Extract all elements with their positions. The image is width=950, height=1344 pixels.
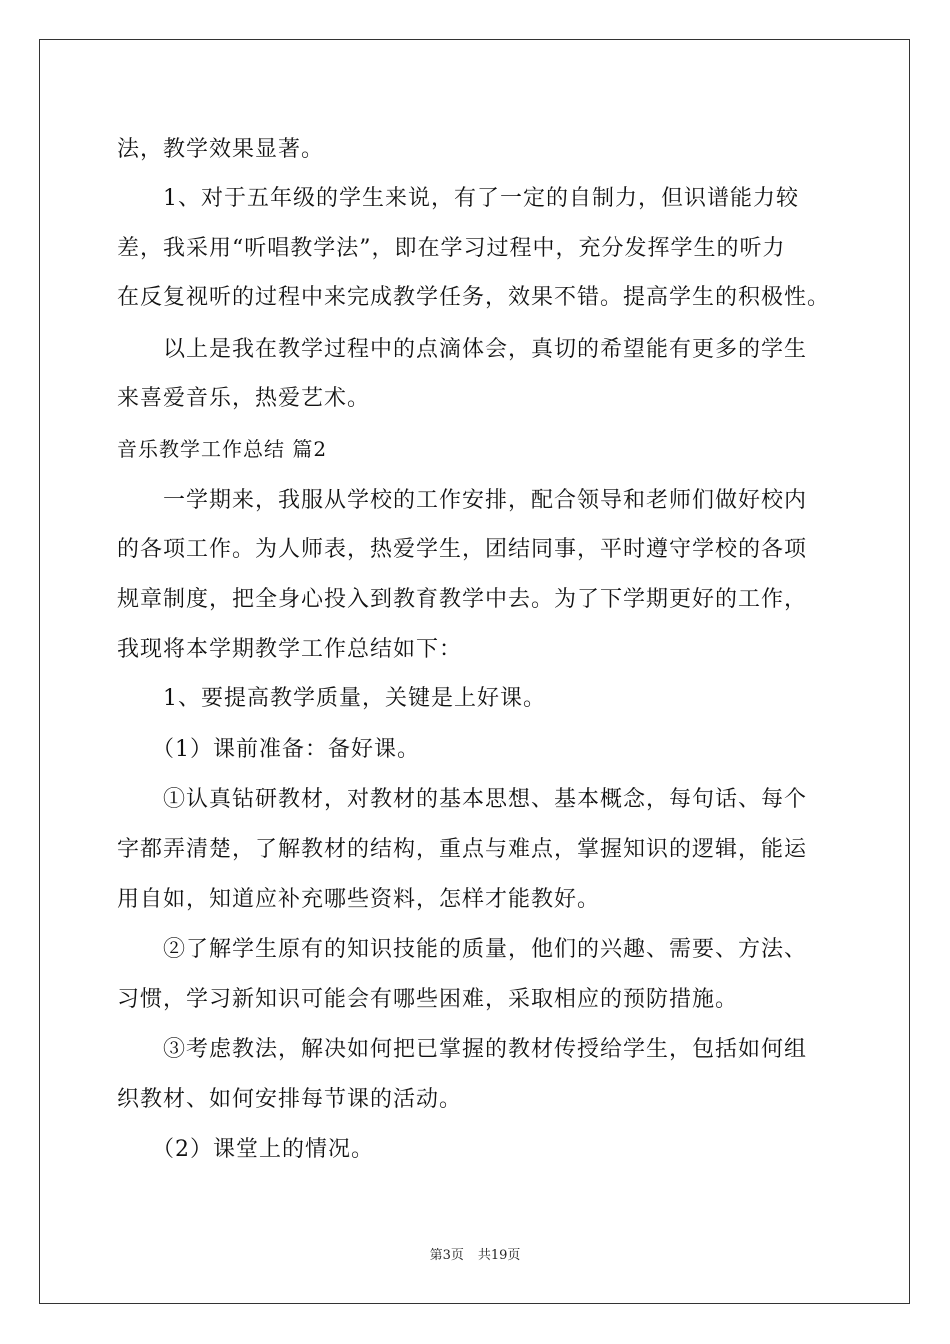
text-line: 字都弄清楚，了解教材的结构，重点与难点，掌握知识的逻辑，能运 [117,837,808,862]
text-line: 织教材、如何安排每节课的活动。 [117,1087,463,1112]
text-line: ①认真钻研教材，对教材的基本思想、基本概念，每句话、每个 [117,787,808,812]
text-line: （2）课堂上的情况。 [117,1137,374,1162]
text-line: 1、对于五年级的学生来说，有了一定的自制力，但识谱能力较 [117,186,799,211]
text-line: 习惯，学习新知识可能会有哪些困难，采取相应的预防措施。 [117,987,739,1012]
text-line: 在反复视听的过程中来完成教学任务，效果不错。提高学生的积极性。 [117,285,831,310]
text-line: ②了解学生原有的知识技能的质量，他们的兴趣、需要、方法、 [117,937,808,962]
text-line: 法，教学效果显著。 [117,137,325,162]
text-line: 以上是我在教学过程中的点滴体会，真切的希望能有更多的学生 [117,337,808,362]
text-line: 的各项工作。为人师表，热爱学生，团结同事，平时遵守学校的各项 [117,537,808,562]
text-line: 来喜爱音乐，热爱艺术。 [117,386,371,411]
page-footer [0,1248,950,1264]
text-line: 差，我采用“听唱教学法”，即在学习过程中，充分发挥学生的听力 [117,236,786,261]
page-border [39,39,910,1304]
page-number: 第3页 [429,1248,464,1263]
text-line: （1）课前准备：备好课。 [117,737,420,762]
page-total: 共19页 [477,1248,521,1263]
text-line: 一学期来，我服从学校的工作安排，配合领导和老师们做好校内 [117,488,808,513]
text-line: 1、要提高教学质量，关键是上好课。 [117,686,546,711]
text-line: 规章制度，把全身心投入到教育教学中去。为了下学期更好的工作， [117,587,808,612]
section-heading: 音乐教学工作总结 篇2 [117,437,328,461]
text-line: ③考虑教法，解决如何把已掌握的教材传授给学生，包括如何组 [117,1037,808,1062]
text-line: 用自如，知道应补充哪些资料，怎样才能教好。 [117,887,601,912]
text-line: 我现将本学期教学工作总结如下： [117,637,463,662]
